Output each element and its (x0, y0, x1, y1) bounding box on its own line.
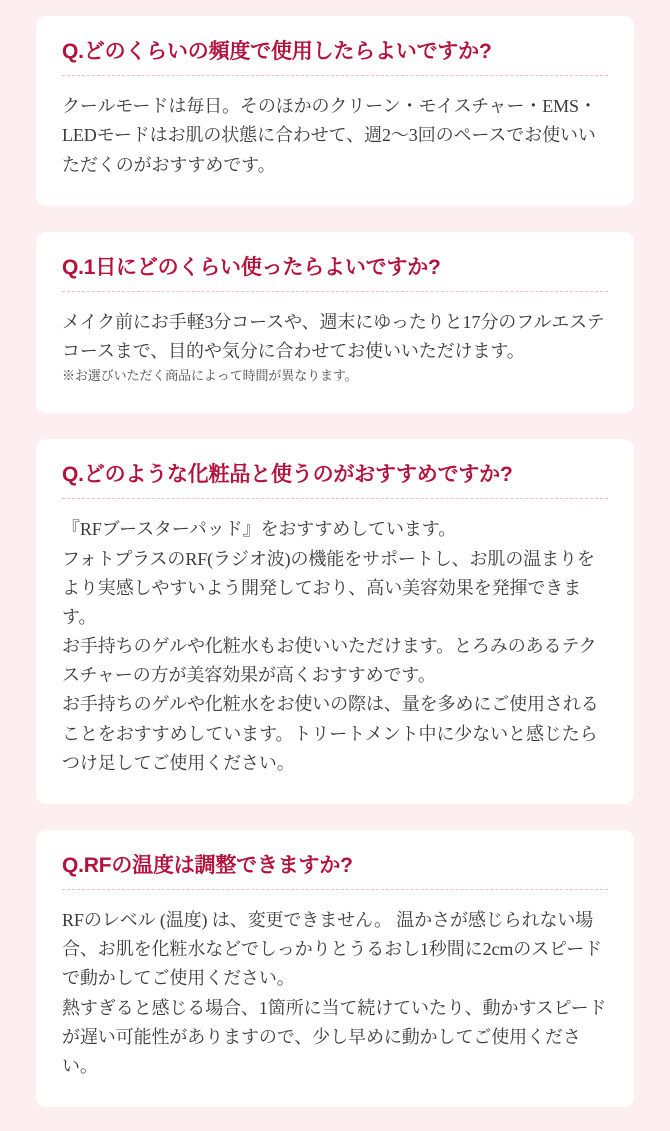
faq-answer-paragraph: お手持ちのゲルや化粧水もお使いいただけます。とろみのあるテクスチャーの方が美容効果が高くおすすめです。 (62, 636, 597, 686)
faq-answer-1 (62, 92, 608, 179)
faq-answer-paragraph: 熱すぎると感じる場合、1箇所に当て続けていたり、動かすスピードが遅い可能性がありますので、少し早めに動かしてご使用ください。 (62, 997, 607, 1076)
faq-question-4: Q.RFの温度は調整できますか? (62, 852, 608, 890)
faq-question-1: Q.どのくらいの頻度で使用したらよいですか? (62, 38, 608, 76)
faq-answer-paragraph: フォトプラスのRF(ラジオ波)の機能をサポートし、お肌の温まりをより実感しやすいよう開発しており、高い美容効果を発揮できます。 (62, 548, 595, 627)
faq-answer-paragraph: 『RFブースターパッド』をおすすめしています。 (62, 519, 457, 540)
faq-question-2: Q.1日にどのくらい使ったらよいですか? (62, 254, 608, 292)
faq-answer-4 (62, 906, 608, 1081)
faq-answer-paragraph: メイク前にお手軽3分コースや、週末にゆったりと17分のフルエステコースまで、目的や気分に合わせてお使いいただけます。 (62, 312, 605, 362)
faq-item-4 (36, 830, 634, 1107)
faq-answer-paragraph: クールモードは毎日。そのほかのクリーン・モイスチャー・EMS・LEDモードはお肌の状態に合わせて、週2〜3回のペースでお使いいただくのがおすすめです。 (62, 96, 597, 175)
faq-answer-2 (62, 308, 608, 387)
faq-answer-3 (62, 515, 608, 777)
faq-answer-paragraph: お手持ちのゲルや化粧水をお使いの際は、量を多めにご使用されることをおすすめしています。トリートメント中に少ないと感じたらつけ足してご使用ください。 (62, 694, 599, 773)
faq-item-2 (36, 232, 634, 413)
faq-item-3 (36, 439, 634, 804)
faq-question-3: Q.どのような化粧品と使うのがおすすめですか? (62, 461, 608, 499)
faq-answer-paragraph: RFのレベル (温度) は、変更できません。 温かさが感じられない場合、お肌を化粧水などでしっかりとうるおし1秒間に2cmのスピードで動かしてご使用ください。 (62, 910, 603, 989)
faq-item-1 (36, 16, 634, 206)
faq-answer-note: ※お選びいただく商品によって時間が異なります。 (62, 368, 358, 384)
